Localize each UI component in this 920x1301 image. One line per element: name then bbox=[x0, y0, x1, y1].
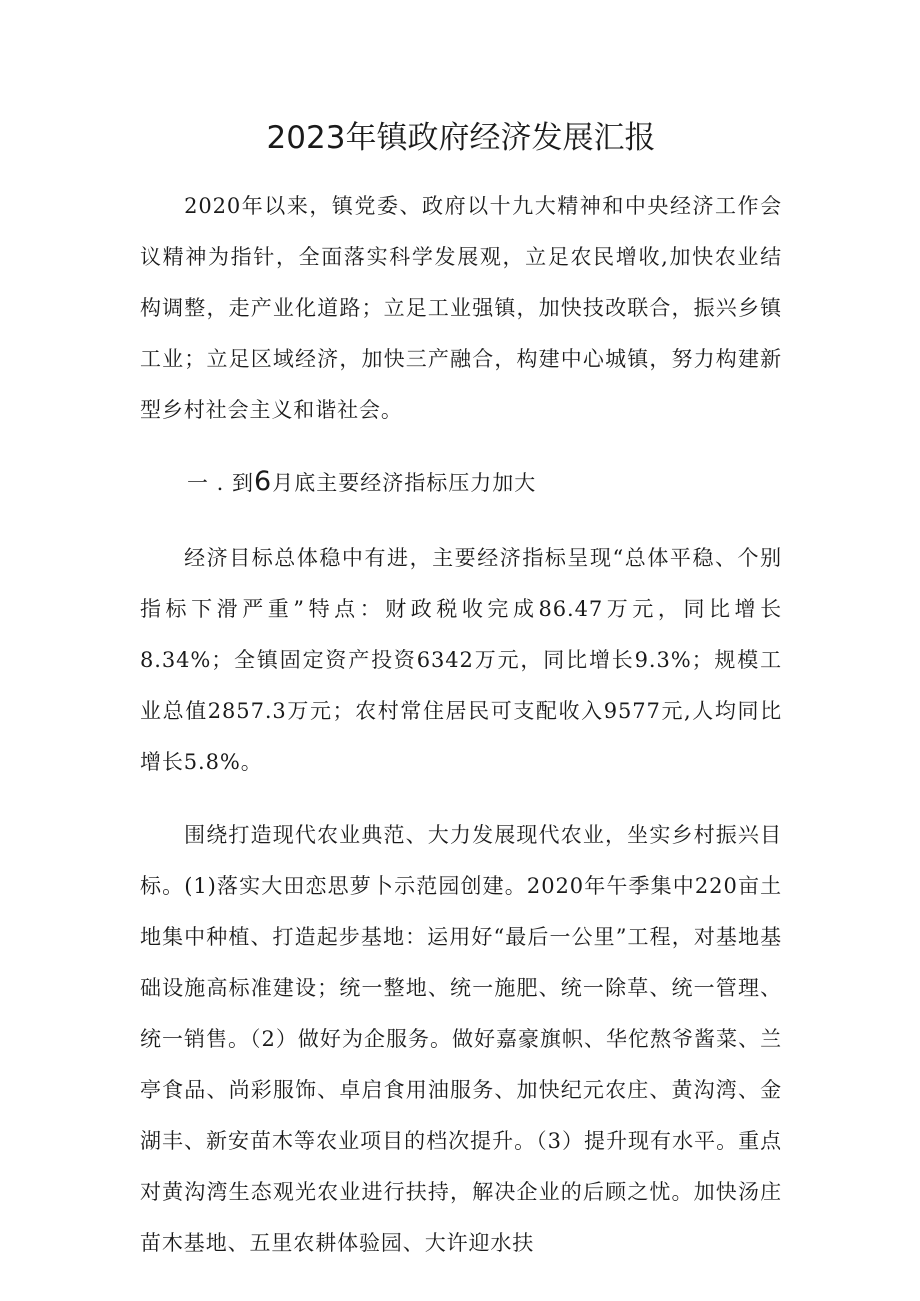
agriculture-paragraph: 围绕打造现代农业典范、大力发展现代农业，坐实乡村振兴目标。(1)落实大田恋思萝卜示范园创建。2020年午季集中220亩土地集中种植、打造起步基地：运用好“最后一公里”工程，对基地基础设施高标准建设；统一整地、统一施肥、统一除草、统一管理、统一销售。（2）做好为企服务。做好嘉豪旗帜、华佗熬爷酱菜、兰亭食品、尚彩服饰、卓启食用油服务、加快纪元农庄、黄沟湾、金湖丰、新安苗木等农业项目的档次提升。（3）提升现有水平。重点对黄沟湾生态观光农业进行扶持，解决企业的后顾之忧。加快汤庄苗木基地、五里农耕体验园、大许迎水扶 bbox=[140, 823, 782, 1255]
intro-paragraph: 2020年以来，镇党委、政府以十九大精神和中央经济工作会议精神为指针，全面落实科学发展观，立足农民增收,加快农业结构调整，走产业化道路；立足工业强镇，加快技改联合，振兴乡镇工业；立足区域经济，加快三产融合，构建中心城镇，努力构建新型乡村社会主义和谐社会。 bbox=[140, 194, 782, 422]
section-heading-number: 6 bbox=[254, 466, 273, 497]
section-heading-suffix: 月底主要经济指标压力加大 bbox=[272, 471, 537, 495]
document-title: 2023年镇政府经济发展汇报 bbox=[266, 120, 656, 156]
paragraph-spacer bbox=[140, 788, 782, 810]
economic-indicators-paragraph: 经济目标总体稳中有进，主要经济指标呈现“总体平稳、个别指标下滑严重”特点：财政税收完成86.47万元，同比增长8.34%；全镇固定资产投资6342万元，同比增长9.3%；规模工业总值2857.3万元；农村常住居民可支配收入9577元,人均同比增长5.8%。 bbox=[140, 546, 782, 774]
section-heading-prefix: 一 . 到 bbox=[187, 471, 255, 495]
section-heading-1 bbox=[140, 456, 782, 509]
